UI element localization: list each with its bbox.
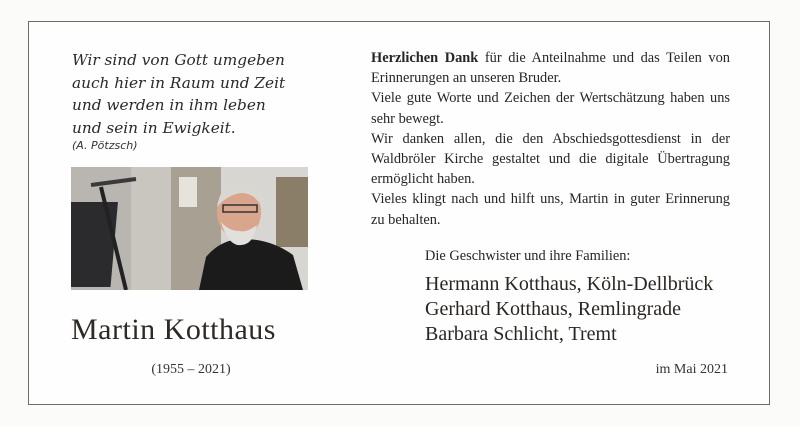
family-member: Barbara Schlicht, Tremt <box>425 323 617 345</box>
poem-line: und werden in ihm leben <box>72 96 266 114</box>
family-member: Gerhard Kotthaus, Remlingrade <box>425 298 682 320</box>
family-member: Hermann Kotthaus, Köln-Dellbrück <box>425 273 714 295</box>
family-list <box>425 272 713 347</box>
poem-line: Wir sind von Gott umgeben <box>72 51 285 69</box>
deceased-name: Martin Kotthaus <box>71 313 276 346</box>
thanks-text <box>371 48 730 230</box>
thanks-paragraph: Viele gute Worte und Zeichen der Wertschätzung haben uns sehr bewegt. <box>371 90 730 127</box>
thanks-paragraph: Wir danken allen, die den Abschiedsgottesdienst in der Waldbröler Kirche gestaltet und die digitale Übertragung ermöglicht haben. <box>371 130 730 188</box>
poem <box>72 49 332 139</box>
poem-line: auch hier in Raum und Zeit <box>72 73 286 92</box>
poem-author: (A. Pötzsch) <box>72 139 138 152</box>
poem-line: und sein in Ewigkeit. <box>72 118 236 137</box>
thanks-heading: Herzlichen Dank <box>371 50 479 66</box>
thanks-p1: für die Anteilnahme und das Teilen von Erinnerungen an unseren Bruder. <box>371 50 730 87</box>
notice-date: im Mai 2021 <box>655 362 728 377</box>
thanks-paragraph <box>371 48 730 88</box>
portrait-photo <box>71 167 308 290</box>
family-intro: Die Geschwister und ihre Familien: <box>425 248 631 264</box>
thanks-paragraph: Vieles klingt nach und hilft uns, Martin in guter Erinnerung zu behalten. <box>371 191 730 228</box>
life-years: (1955 – 2021) <box>151 362 231 377</box>
